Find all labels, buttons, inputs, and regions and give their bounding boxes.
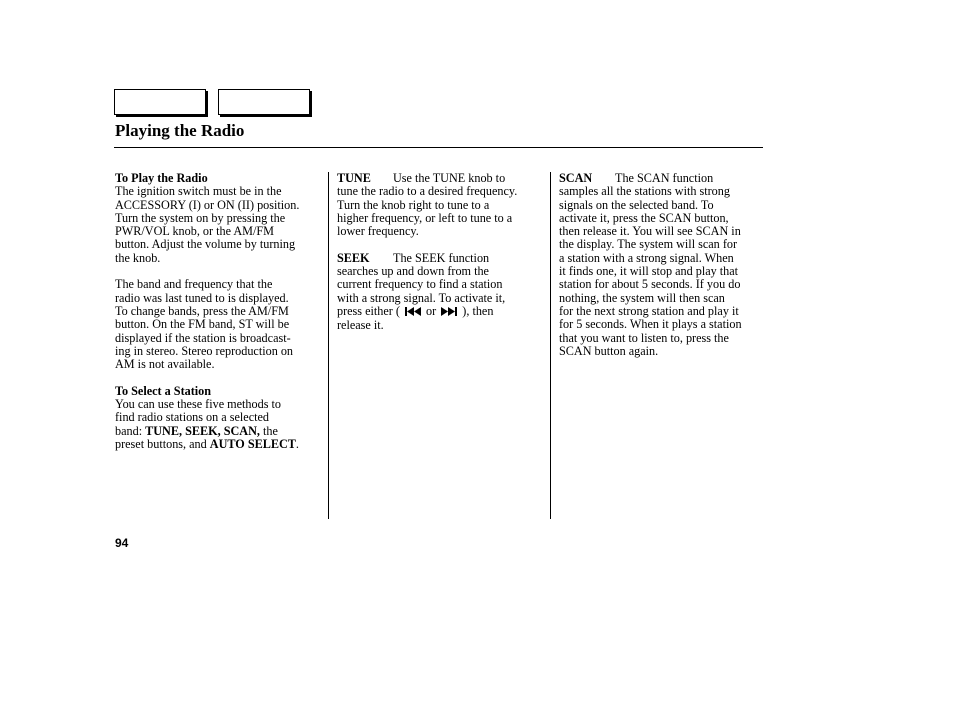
tune-term: TUNE — [337, 171, 371, 185]
seek-or: or — [426, 303, 437, 318]
nav-tab-box-1[interactable] — [114, 89, 206, 115]
play-line: PWR/VOL knob, or the AM/FM — [115, 224, 275, 239]
seek-line: with a strong signal. To activate it, — [337, 290, 506, 305]
seek-last-line: release it. — [337, 318, 384, 333]
select-band-prefix: band: — [115, 423, 146, 438]
page-number: 94 — [115, 536, 129, 550]
band-line: AM is not available. — [115, 357, 215, 372]
select-methods-line — [115, 425, 325, 438]
select-preset-text: preset buttons, and — [115, 436, 210, 451]
scan-line: signals on the selected band. To — [559, 197, 714, 212]
skip-back-icon — [405, 306, 421, 319]
heading-select-station: To Select a Station — [115, 383, 212, 398]
title-divider — [114, 147, 763, 148]
scan-line: the display. The system will scan for — [559, 237, 738, 252]
page-title: Playing the Radio — [115, 121, 245, 140]
tune-line: higher frequency, or left to tune to a — [337, 210, 513, 225]
band-line: To change bands, press the AM/FM — [115, 303, 289, 318]
play-line: ACCESSORY (I) or ON (II) position. — [115, 197, 300, 212]
skip-forward-icon — [441, 306, 457, 319]
select-line: find radio stations on a selected — [115, 410, 269, 425]
select-methods-bold: TUNE, SEEK, SCAN, — [145, 423, 260, 438]
tune-line: Turn the knob right to tune to a — [337, 197, 490, 212]
select-period: . — [295, 436, 299, 451]
column-scan — [559, 172, 769, 358]
tune-first: Use the TUNE knob to — [393, 171, 506, 185]
scan-line: nothing, the system will then scan — [559, 290, 725, 305]
band-line: ing in stereo. Stereo reproduction on — [115, 343, 294, 358]
seek-first: The SEEK function — [393, 250, 490, 265]
band-line: button. On the FM band, ST will be — [115, 317, 290, 332]
scan-line: for the next strong station and play it — [559, 303, 739, 318]
nav-tab-box-2[interactable] — [218, 89, 310, 115]
seek-press-line — [337, 305, 547, 319]
select-line: You can use these five methods to — [115, 397, 281, 412]
seek-line: searches up and down from the — [337, 264, 489, 279]
select-preset-line — [115, 438, 325, 451]
column-tune-seek — [337, 172, 547, 333]
band-line: displayed if the station is broadcast- — [115, 330, 291, 345]
seek-press: press either ( — [337, 303, 400, 318]
select-the: the — [259, 423, 278, 438]
band-line: radio was last tuned to is displayed. — [115, 290, 289, 305]
tune-first-line — [337, 172, 547, 185]
band-line: The band and frequency that the — [115, 277, 273, 292]
scan-first-line — [559, 172, 769, 185]
scan-first: The SCAN function — [615, 171, 714, 185]
tune-line: tune the radio to a desired frequency. — [337, 184, 518, 199]
play-line: the knob. — [115, 250, 161, 265]
seek-then: ), then — [462, 303, 494, 318]
scan-line: then release it. You will see SCAN in — [559, 224, 741, 239]
column-play-radio — [115, 172, 325, 451]
scan-line: a station with a strong signal. When — [559, 250, 734, 265]
scan-term: SCAN — [559, 171, 593, 185]
scan-line: for 5 seconds. When it plays a station — [559, 317, 742, 332]
heading-play-radio: To Play the Radio — [115, 171, 208, 185]
column-divider-1 — [328, 172, 329, 519]
scan-line: SCAN button again. — [559, 343, 659, 358]
play-line: button. Adjust the volume by turning — [115, 237, 296, 252]
seek-first-line — [337, 252, 547, 265]
column-divider-2 — [550, 172, 551, 519]
tune-line: lower frequency. — [337, 224, 419, 239]
seek-term: SEEK — [337, 250, 370, 265]
scan-line: samples all the stations with strong — [559, 184, 730, 199]
play-line: Turn the system on by pressing the — [115, 210, 286, 225]
play-line: The ignition switch must be in the — [115, 184, 282, 199]
seek-line: current frequency to find a station — [337, 277, 503, 292]
scan-line: station for about 5 seconds. If you do — [559, 277, 741, 292]
scan-line: that you want to listen to, press the — [559, 330, 729, 345]
select-auto-bold: AUTO SELECT — [209, 436, 296, 451]
scan-line: it finds one, it will stop and play that — [559, 264, 739, 279]
scan-line: activate it, press the SCAN button, — [559, 210, 729, 225]
